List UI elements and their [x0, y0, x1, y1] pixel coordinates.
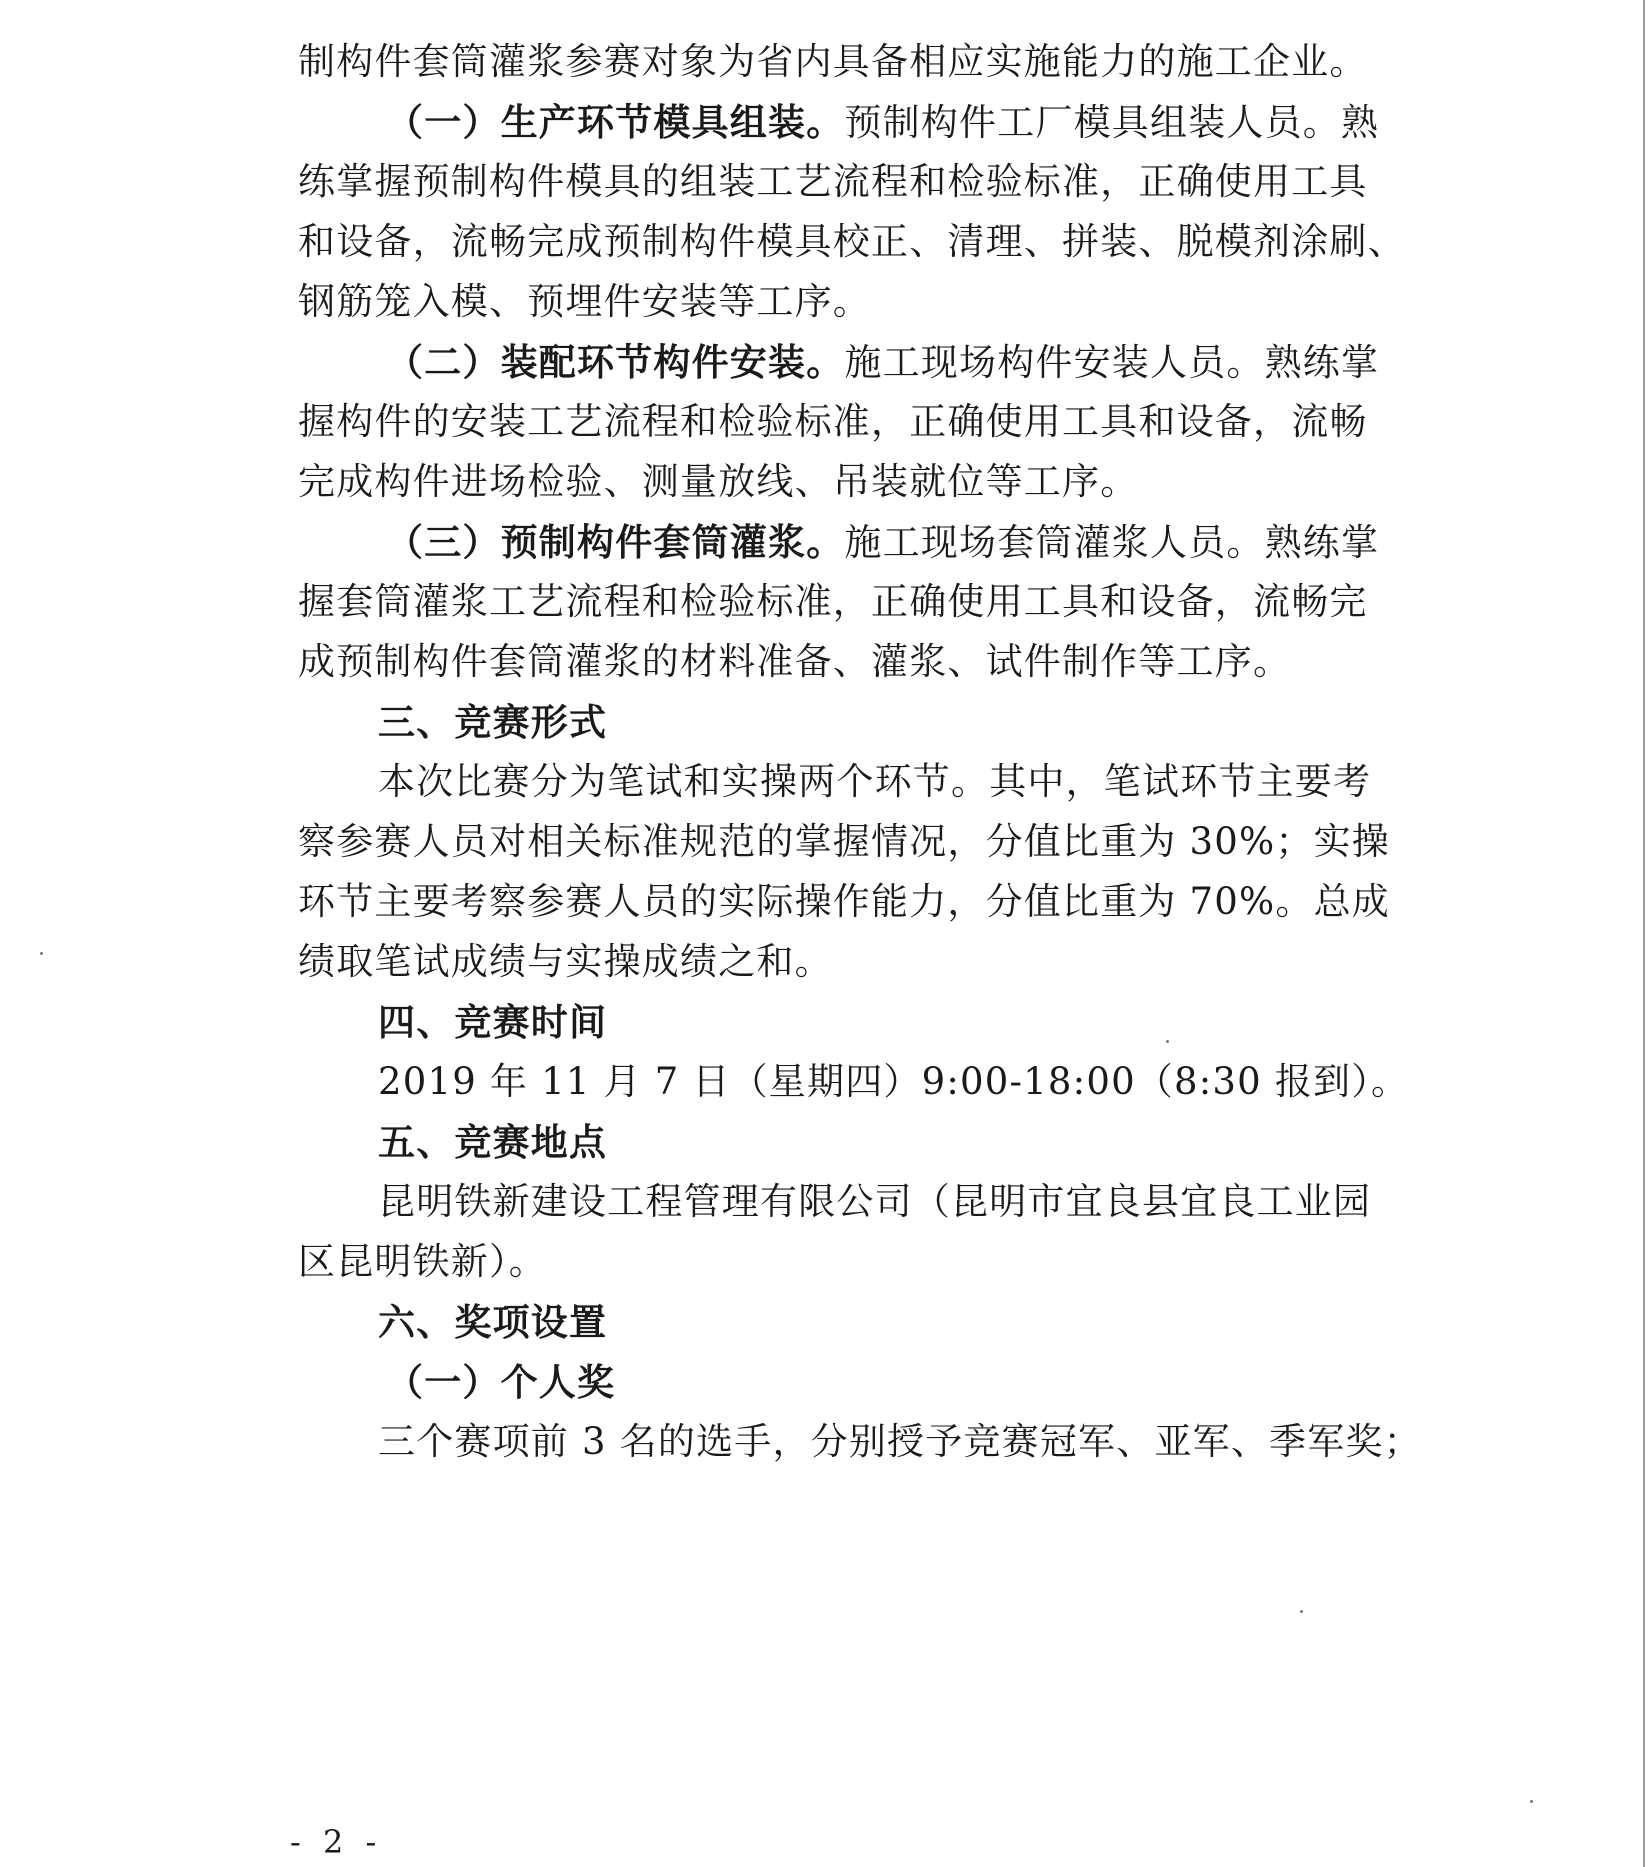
paragraph-line: 本次比赛分为笔试和实操两个环节。其中，笔试环节主要考 — [378, 760, 1372, 803]
item-heading: （一）生产环节模具组装。 — [386, 100, 845, 144]
section-heading: 五、竞赛地点 — [378, 1120, 608, 1164]
item-heading: （二）装配环节构件安装。 — [386, 340, 845, 384]
paragraph-line: 钢筋笼入模、预埋件安装等工序。 — [298, 280, 871, 323]
paragraph-line: 制构件套筒灌浆参赛对象为省内具备相应实施能力的施工企业。 — [298, 40, 1368, 83]
scan-edge-line — [1643, 0, 1645, 1867]
section-heading: 六、奖项设置 — [378, 1300, 608, 1344]
paragraph-line: 绩取笔试成绩与实操成绩之和。 — [298, 940, 833, 983]
section-heading: 三、竞赛形式 — [378, 700, 608, 744]
numbered-item-line — [386, 340, 1496, 384]
item-heading: （三）预制构件套筒灌浆。 — [386, 520, 845, 564]
section-heading: 四、竞赛时间 — [378, 1000, 608, 1044]
paragraph-line: 环节主要考察参赛人员的实际操作能力，分值比重为 70%。总成 — [298, 880, 1390, 923]
paragraph-line: 三个赛项前 3 名的选手，分别授予竞赛冠军、亚军、季军奖； — [378, 1420, 1422, 1463]
scan-speck — [1530, 1800, 1533, 1803]
item-text: 预制构件工厂模具组装人员。熟 — [844, 101, 1380, 144]
paragraph-line: 完成构件进场检验、测量放线、吊装就位等工序。 — [298, 460, 1139, 503]
subsection-heading: （一）个人奖 — [386, 1360, 616, 1404]
paragraph-line: 握构件的安装工艺流程和检验标准，正确使用工具和设备，流畅 — [298, 400, 1368, 443]
paragraph-line: 握套筒灌浆工艺流程和检验标准，正确使用工具和设备，流畅完 — [298, 580, 1368, 623]
scan-speck — [40, 952, 43, 955]
paragraph-line: 练掌握预制构件模具的组装工艺流程和检验标准，正确使用工具 — [298, 160, 1368, 203]
numbered-item-line — [386, 100, 1496, 144]
paragraph-line: 2019 年 11 月 7 日（星期四）9:00-18:00（8:30 报到）。 — [378, 1060, 1410, 1103]
paragraph-line: 区昆明铁新）。 — [298, 1240, 547, 1283]
paragraph-line: 昆明铁新建设工程管理有限公司（昆明市宜良县宜良工业园 — [378, 1180, 1372, 1223]
scan-speck — [1166, 1040, 1169, 1043]
item-text: 施工现场套筒灌浆人员。熟练掌 — [844, 521, 1380, 564]
item-text: 施工现场构件安装人员。熟练掌 — [844, 341, 1380, 384]
paragraph-line: 察参赛人员对相关标准规范的掌握情况，分值比重为 30%；实操 — [298, 820, 1390, 863]
paragraph-line: 和设备，流畅完成预制构件模具校正、清理、拼装、脱模剂涂刷、 — [298, 220, 1406, 263]
page-number: - 2 - — [290, 1823, 383, 1861]
paragraph-line: 成预制构件套筒灌浆的材料准备、灌浆、试件制作等工序。 — [298, 640, 1292, 683]
scan-speck — [1300, 1610, 1303, 1613]
numbered-item-line — [386, 520, 1496, 564]
